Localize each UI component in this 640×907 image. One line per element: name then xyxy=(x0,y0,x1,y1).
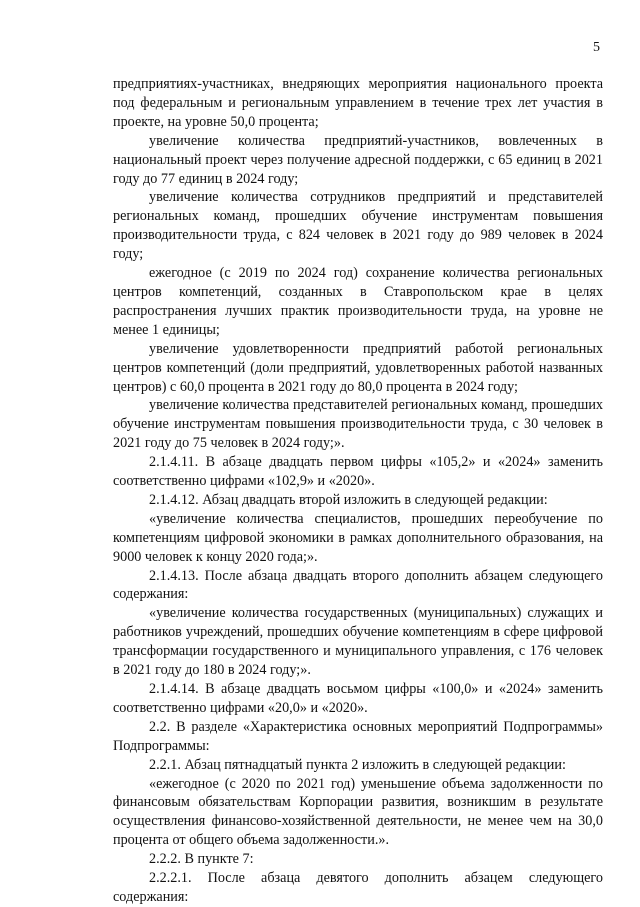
paragraph: ежегодное (с 2019 по 2024 год) сохранение количества региональных центров компетенций, созданных в Ставропольском крае в целях распространения лучших практик производительности труда, на уровне не менее 1 единицы; xyxy=(113,265,603,338)
paragraph: 2.2.2. В пункте 7: xyxy=(149,851,254,868)
paragraph: 2.2.2.1. После абзаца девятого дополнить абзацем следующего содержания: xyxy=(113,870,603,905)
page-number: 5 xyxy=(593,40,600,55)
paragraph: 2.1.4.12. Абзац двадцать второй изложить в следующей редакции: xyxy=(149,491,548,508)
paragraph: 2.1.4.11. В абзаце двадцать первом цифры «105,2» и «2024» заменить соответственно цифрами «102,9» и «2020». xyxy=(113,454,603,490)
paragraph: увеличение количества представителей региональных команд, прошедших обучение инструментам повышения производительности труда, с 30 человек в 2021 году до 75 человек в 2024 году;». xyxy=(113,397,603,452)
document-body xyxy=(113,75,603,907)
paragraph: 2.2.1. Абзац пятнадцатый пункта 2 изложить в следующей редакции: xyxy=(149,756,566,773)
paragraph: 2.1.4.13. После абзаца двадцать второго дополнить абзацем следующего содержания: xyxy=(113,567,603,603)
paragraph: «увеличение количества специалистов, прошедших переобучение по компетенциям цифровой экономики в рамках дополнительного образования, на 9000 человек к концу 2020 года;». xyxy=(113,510,603,565)
paragraph: 2.1.4.14. В абзаце двадцать восьмом цифры «100,0» и «2024» заменить соответственно цифрами «20,0» и «2020». xyxy=(113,681,603,716)
paragraph: увеличение количества предприятий-участников, вовлеченных в национальный проект через получение адресной поддержки, с 65 единиц в 2021 году до 77 единиц в 2024 году; xyxy=(113,132,603,187)
paragraph: «ежегодное (с 2020 по 2021 год) уменьшение объема задолженности по финансовым обязательствам Корпорации развития, возникшим в результате осуществления финансово-хозяйственной деятельности, не менее чем на 30,0 процента от общего объема задолженности.». xyxy=(113,775,603,849)
paragraph: 2.2. В разделе «Характеристика основных мероприятий Подпрограммы» Подпрограммы: xyxy=(113,718,603,754)
paragraph: увеличение удовлетворенности предприятий работой региональных центров компетенций (доли предприятий, удовлетворенных работой названных центров) с 60,0 процента в 2021 году до 80,0 процента в 2024 году; xyxy=(113,340,603,395)
paragraph: «увеличение количества государственных (муниципальных) служащих и работников учреждений, прошедших обучение компетенциям в сфере цифровой трансформации государственного и муниципального управления, с 176 человек в 2021 году до 180 в 2024 году;». xyxy=(113,605,603,679)
paragraph: увеличение количества сотрудников предприятий и представителей региональных команд, прошедших обучение инструментам повышения производительности труда, с 824 человек в 2021 году до 989 человек в 2024 году; xyxy=(113,189,603,263)
paragraph: предприятиях-участниках, внедряющих мероприятия национального проекта под федеральным и региональным управлением в течение трех лет участия в проекте, на уровне 50,0 процента; xyxy=(113,76,603,130)
